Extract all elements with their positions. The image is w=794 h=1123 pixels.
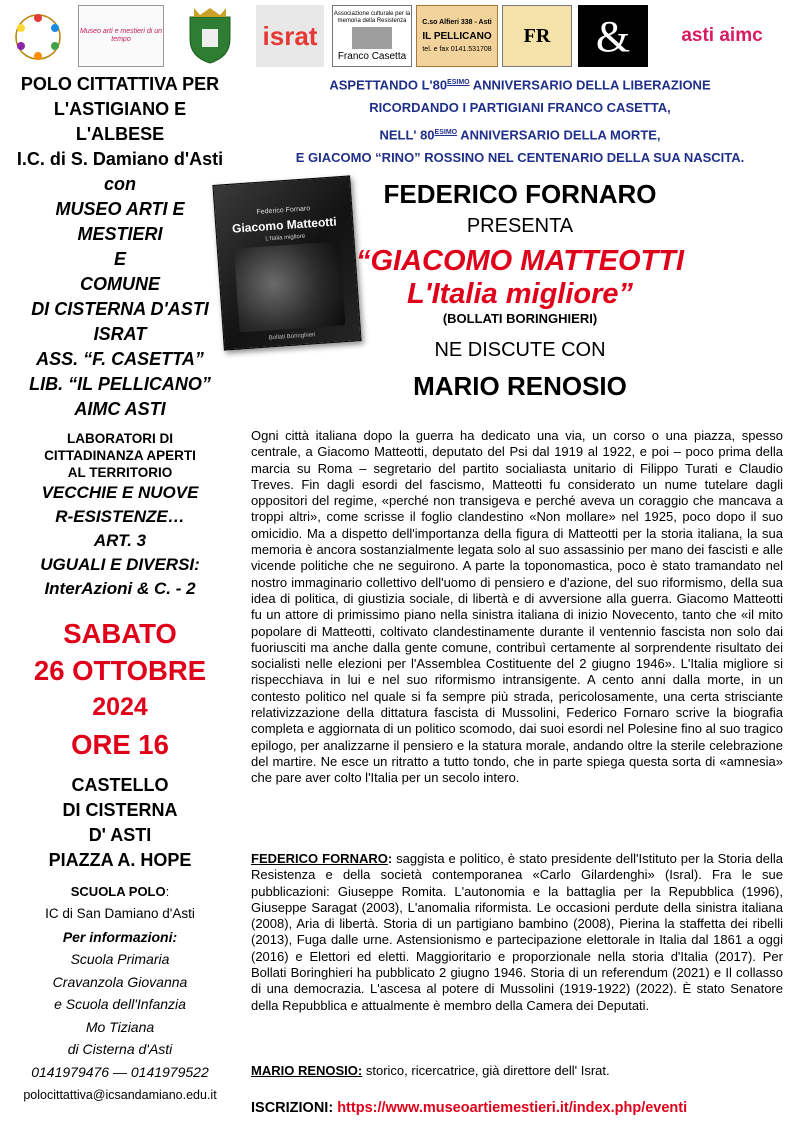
comune-crest-logo: [170, 5, 250, 67]
book-description: Ogni città italiana dopo la guerra ha dedicato una via, un corso o una piazza, spesso centrale, a Giacomo Matteotti, deputato del Psi dal 1919 al 1922, e poi – poco prima della marcia su Roma – segretario del partito socialiasta unitario di Filippo Turati e Claudio Treves. Fin dagli esordi del fascismo, Matteotti fu considerato un nume tutelare dagli oppositori del regime, «perché non transigeva e perché aveva un coraggio che mancava a troppi altri», come scrisse il foglio clandestino «Non mollare» nel 1925, poco dopo il suo omicidio. Ma a dispetto dell'importanza della figura di Matteotti per la storia italiana, la sua memoria è ancora sostanzialmente legata solo al suo assassinio per mano dei fascisti e alle vicende politiche che ne seguirono. A parte la toponomastica, poco è stato tramandato nel nostro immaginario collettivo dell'uomo di pensiero e d'azione, del suo riformismo, della sua idea di politica, di giustizia sociale, di libertà e di avversione alla guerra. Giacomo Matteotti fu un attore di primissimo piano nella sinistra italiana di inizio Novecento, tanto che «il mito popolare di Matteotti, coltivato clandestinamente durante il ventennio fascista non solo dai fuoriusciti ma anche dalla gente comune, contribuì certamente al sorprendente risultato dei socialisti nelle elezioni per l'Assemblea Costituente del 2 giugno 1946». L'Italia migliore si rispecchiava in lui e nel suo riformismo intransigente. A cento anni dalla morte, in un contesto politico nel quale si fa sempre più strada, pericolosamente, una certa strisciante relativizzazione della dittatura fascista di Mussolini, Federico Fornaro scrive la biografia completa e aggiornata di un politico scomodo, dai suoi esordi nel Polesine fino al suo tragico epilogo, per analizzarne il pensiero e la statura morale, andando oltre la sterile celebrazione del martire. Ne esce un ritratto a tutto tondo, che in parte spiega questa sorta di «amnesia» che pare aver colto l'Italia per un secolo intero.: [251, 428, 783, 786]
anniversary-line-4: E GIACOMO “RINO” ROSSINO NEL CENTENARIO DELLA SUA NASCITA.: [295, 150, 745, 165]
theme-line: InterAzioni & C. - 2: [44, 579, 196, 598]
partner-line: COMUNE: [80, 274, 160, 294]
event-date-line: 2024: [92, 693, 148, 721]
book-cover-photo: [234, 241, 346, 332]
crest-icon: [182, 5, 238, 67]
info-heading: Per informazioni:: [62, 928, 178, 945]
israt-logo: [256, 5, 324, 67]
casetta-portrait-icon: [352, 27, 392, 49]
polo-title-line: I.C. di S. Damiano d'Asti: [16, 149, 224, 169]
museo-logo: [78, 5, 164, 67]
laboratori-line: CITTADINANZA APERTI: [44, 448, 196, 463]
partner-line: E: [113, 249, 126, 269]
info-line: e Scuola dell'Infanzia: [54, 996, 186, 1012]
presentation-block: [330, 177, 710, 403]
anniversary-header: [250, 70, 790, 170]
event-date-line: SABATO: [63, 618, 177, 649]
theme-line: UGUALI E DIVERSI:: [40, 555, 200, 574]
con-label: con: [103, 174, 136, 194]
pellicano-phone: tel. e fax 0141.531708: [422, 45, 492, 53]
book-title-line-2: L'Italia migliore”: [406, 278, 634, 310]
laboratori-line: LABORATORI DI: [67, 431, 173, 446]
pellicano-address: C.so Alfieri 338 - Asti: [422, 18, 492, 26]
partner-line: MESTIERI: [77, 224, 163, 244]
venue-line: D' ASTI: [88, 825, 152, 845]
registration-label: ISCRIZIONI:: [251, 1100, 334, 1116]
renosio-bio-text: storico, ricercatrice, già direttore dell' Israt.: [362, 1063, 610, 1078]
anniversary-sup: ESIMO: [434, 129, 458, 136]
book-cover-publisher: Bollati Boringhieri: [268, 332, 316, 342]
info-line: Mo Tiziana: [85, 1018, 155, 1035]
polo-title-line: POLO CITTATTIVA PER: [20, 74, 220, 94]
fornaro-bio-text: saggista e politico, è stato presidente dell'Istituto per la Storia della Resistenza e della società contemporanea «Carlo Gilardenghi» (Isral). Fra le sue pubblicazioni: Giuseppe Romita. L'autonomia e la battaglia per la Repubblica (1996), Giuseppe Saragat (2003), L'anomalia riformista. Le occasioni perdute della sinistra italiana (2008), Aria di libertà. Storia di un partigiano bambino (2008), Pierina la staffetta dei ribelli (2013), Fuga dalle urne. Astensionismo e partecipazione elettorale in Italia dal 1861 a oggi (2016) e Elettori ed eletti. Maggioritario e proporzionale nella storia d'Italia (2017). Per Bollati Boringhieri ha pubblicato 2 giugno 1946. Storia di un referendum (2021) e Il collasso di una democrazia. L'ascesa al potere di Mussolini (1919-1922) (2022). È stato Senatore della Repubblica e attualmente è membro della Camera dei Deputati.: [251, 851, 783, 1013]
anniversary-sup: ESIMO: [447, 79, 470, 86]
anniversary-text: ASPETTANDO L'80: [329, 77, 448, 93]
presenta-label: PRESENTA: [466, 215, 574, 237]
israt-logo-text: israt: [262, 20, 318, 51]
renosio-bio-label: MARIO RENOSIO:: [251, 1063, 363, 1078]
anniversary-line-2: RICORDANDO I PARTIGIANI FRANCO CASETTA,: [369, 100, 671, 115]
fornaro-bio-colon: :: [387, 851, 393, 866]
fornaro-bio-label: FEDERICO FORNARO: [251, 851, 388, 866]
phone-numbers: 0141979476 — 0141979522: [31, 1063, 209, 1080]
registration-link[interactable]: https://www.museoartiemestieri.it/index.php/eventi: [337, 1100, 688, 1116]
partner-line: LIB. “IL PELLICANO”: [29, 374, 211, 394]
laboratori-line: AL TERRITORIO: [67, 465, 173, 480]
cittattiva-logo: [2, 5, 74, 67]
museo-logo-text: Museo arti e mestieri di un tempo: [79, 28, 163, 43]
edizioni-logo-text: FR: [523, 24, 551, 47]
left-column: [0, 72, 240, 1105]
school-polo-label: SCUOLA POLO: [70, 884, 166, 899]
book-cover-title: Giacomo Matteotti: [231, 214, 338, 236]
partner-line: MUSEO ARTI E: [55, 199, 185, 219]
logo-strip: [2, 3, 792, 69]
discussant-label: NE DISCUTE CON: [434, 339, 606, 361]
discussant-name: MARIO RENOSIO: [413, 371, 627, 401]
event-time-line: ORE 16: [71, 729, 169, 760]
theme-line: ART. 3: [93, 531, 147, 550]
polo-title-line: L'ALBESE: [75, 124, 165, 144]
ampersand-logo: [578, 5, 648, 67]
venue-block: [0, 773, 240, 873]
fornaro-bio: [251, 851, 783, 1014]
contact-email: polocittattiva@icsandamiano.edu.it: [23, 1088, 217, 1102]
school-polo-name: IC di San Damiano d'Asti: [45, 906, 195, 921]
info-line: di Cisterna d'Asti: [67, 1041, 173, 1057]
book-cover-subtitle: L'Italia migliore: [265, 233, 306, 243]
pellicano-name: IL PELLICANO: [422, 30, 492, 42]
partner-line: AIMC ASTI: [74, 399, 166, 419]
anniversary-text: ANNIVERSARIO DELLA MORTE,: [457, 127, 661, 143]
book-cover-author: Federico Fornaro: [256, 205, 311, 216]
partner-line: DI CISTERNA D'ASTI: [31, 299, 209, 319]
school-polo-colon: :: [165, 884, 170, 899]
ampersand-icon: &: [595, 11, 631, 61]
children-circle-icon: [3, 6, 73, 66]
venue-line: DI CISTERNA: [62, 800, 178, 820]
laboratori-block: [0, 430, 240, 481]
venue-line: PIAZZA A. HOPE: [48, 850, 192, 870]
casetta-logo-text: Associazione culturale per la memoria della Resistenza: [333, 10, 411, 24]
partner-line: ASS. “F. CASETTA”: [36, 349, 204, 369]
anniversary-line-3: [250, 120, 790, 145]
asti-aimc-logo: [654, 5, 790, 67]
info-line: Scuola Primaria: [70, 951, 170, 967]
theme-line: R-ESISTENZE…: [55, 507, 185, 526]
anniversary-text: ANNIVERSARIO DELLA LIBERAZIONE: [469, 77, 711, 93]
school-polo-heading: [0, 881, 240, 903]
casetta-logo: [332, 5, 412, 67]
book-title-line-1: “GIACOMO MATTEOTTI: [355, 245, 685, 277]
edizioni-logo: [502, 5, 572, 67]
renosio-bio: [251, 1063, 783, 1079]
event-date-line: 26 OTTOBRE: [33, 655, 207, 686]
polo-title-line: L'ASTIGIANO E: [53, 99, 187, 119]
registration-line: [251, 1098, 791, 1118]
anniversary-text: NELL' 80: [379, 127, 435, 143]
presenter-name: FEDERICO FORNARO: [383, 179, 657, 209]
pellicano-logo: [416, 5, 498, 67]
partner-line: ISRAT: [93, 324, 147, 344]
asti-aimc-text: asti aimc: [681, 25, 763, 46]
theme-line: VECCHIE E NUOVE: [41, 483, 199, 502]
info-line: Cravanzola Giovanna: [52, 973, 188, 990]
book-publisher: (BOLLATI BORINGHIERI): [442, 311, 598, 326]
anniversary-line-1: [250, 70, 790, 95]
venue-line: CASTELLO: [71, 775, 169, 795]
casetta-logo-name: Franco Casetta: [337, 50, 407, 62]
